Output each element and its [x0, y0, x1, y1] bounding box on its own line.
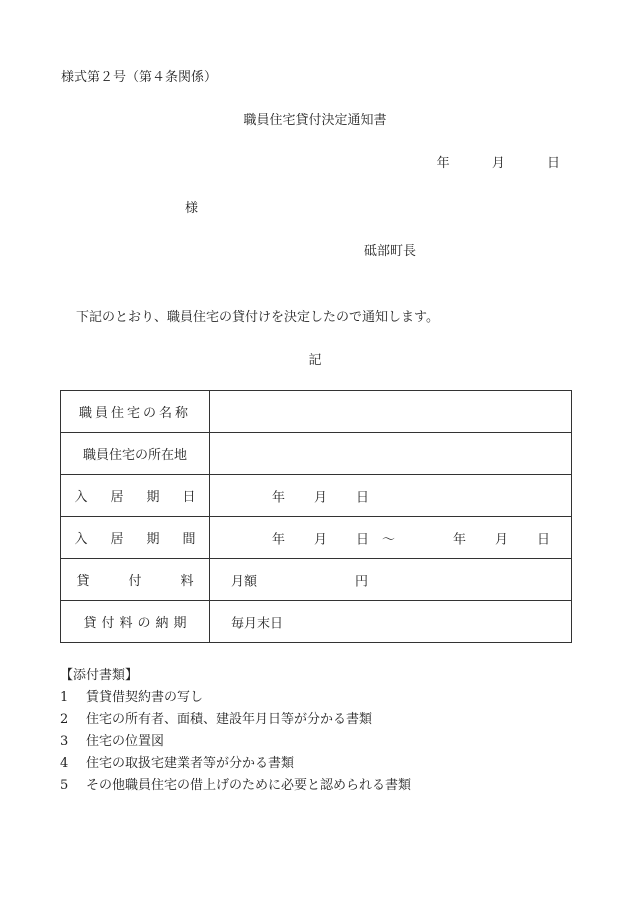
attachment-text: 住宅の位置図	[86, 734, 165, 749]
period-tilde: ～	[382, 532, 396, 547]
housing-info-table	[60, 390, 572, 643]
attachment-text: その他職員住宅の借上げのために必要と認められる書類	[86, 778, 412, 793]
addressee-honorific: 様	[185, 201, 199, 216]
date-month: 月	[491, 156, 505, 171]
attachment-text: 賃貸借契約書の写し	[86, 690, 204, 705]
attachment-number: 3	[60, 734, 69, 749]
residence-period-value	[210, 517, 572, 559]
table-row	[61, 559, 572, 601]
list-item	[60, 730, 164, 749]
list-item	[60, 774, 411, 793]
document-title: 職員住宅貸付決定通知書	[243, 113, 387, 128]
rent-yen-unit: 円	[355, 574, 369, 589]
table-row	[61, 601, 572, 643]
period-start-year: 年	[272, 532, 286, 547]
period-end-month: 月	[495, 532, 509, 547]
ki-heading: 記	[308, 353, 322, 368]
rent-value	[210, 559, 572, 601]
housing-name-value	[210, 391, 572, 433]
label-payment-due: 貸付料の納期	[83, 616, 192, 631]
list-item	[60, 752, 294, 771]
attachment-number: 5	[60, 778, 69, 793]
notice-body-text: 下記のとおり、職員住宅の貸付けを決定したので通知します。	[76, 310, 439, 325]
move-in-year: 年	[272, 490, 286, 505]
move-in-date-value	[210, 475, 572, 517]
label-housing-address: 職員住宅の所在地	[82, 448, 187, 463]
table-label-cell	[61, 433, 210, 475]
table-label-cell	[61, 517, 219, 559]
attachment-number: 2	[60, 712, 69, 727]
form-number: 様式第２号（第４条関係）	[61, 70, 218, 85]
period-end-day: 日	[537, 532, 551, 547]
housing-address-value	[210, 433, 572, 475]
list-item	[60, 686, 203, 705]
table-row	[61, 517, 572, 559]
list-item	[60, 708, 372, 727]
move-in-day: 日	[356, 490, 370, 505]
table-label-cell	[61, 559, 233, 601]
payment-due-text: 毎月末日	[231, 616, 284, 631]
issuer-name: 砥部町長	[364, 244, 417, 259]
period-end-year: 年	[453, 532, 467, 547]
table-row	[61, 433, 572, 475]
rent-monthly-prefix: 月額	[231, 574, 258, 589]
date-day: 日	[546, 156, 560, 171]
label-residence-period: 入居期間	[74, 532, 219, 547]
label-housing-name: 職員住宅の名称	[78, 406, 191, 421]
attachment-text: 住宅の所有者、面積、建設年月日等が分かる書類	[86, 712, 373, 727]
table-row	[61, 475, 572, 517]
table-label-cell	[61, 391, 210, 433]
table-label-cell	[61, 475, 219, 517]
table-row	[61, 391, 572, 433]
attachment-number: 1	[60, 690, 69, 705]
attachments-header: 【添付書類】	[60, 668, 139, 683]
move-in-month: 月	[314, 490, 328, 505]
attachment-number: 4	[60, 756, 69, 771]
label-move-in-date: 入居期日	[74, 490, 219, 505]
period-start-month: 月	[314, 532, 328, 547]
label-rent: 貸付料	[76, 574, 233, 589]
table-label-cell	[61, 601, 210, 643]
payment-due-value	[210, 601, 572, 643]
attachment-text: 住宅の取扱宅建業者等が分かる書類	[86, 756, 295, 771]
date-year: 年	[436, 156, 450, 171]
period-start-day: 日	[356, 532, 370, 547]
issue-date	[437, 152, 560, 171]
